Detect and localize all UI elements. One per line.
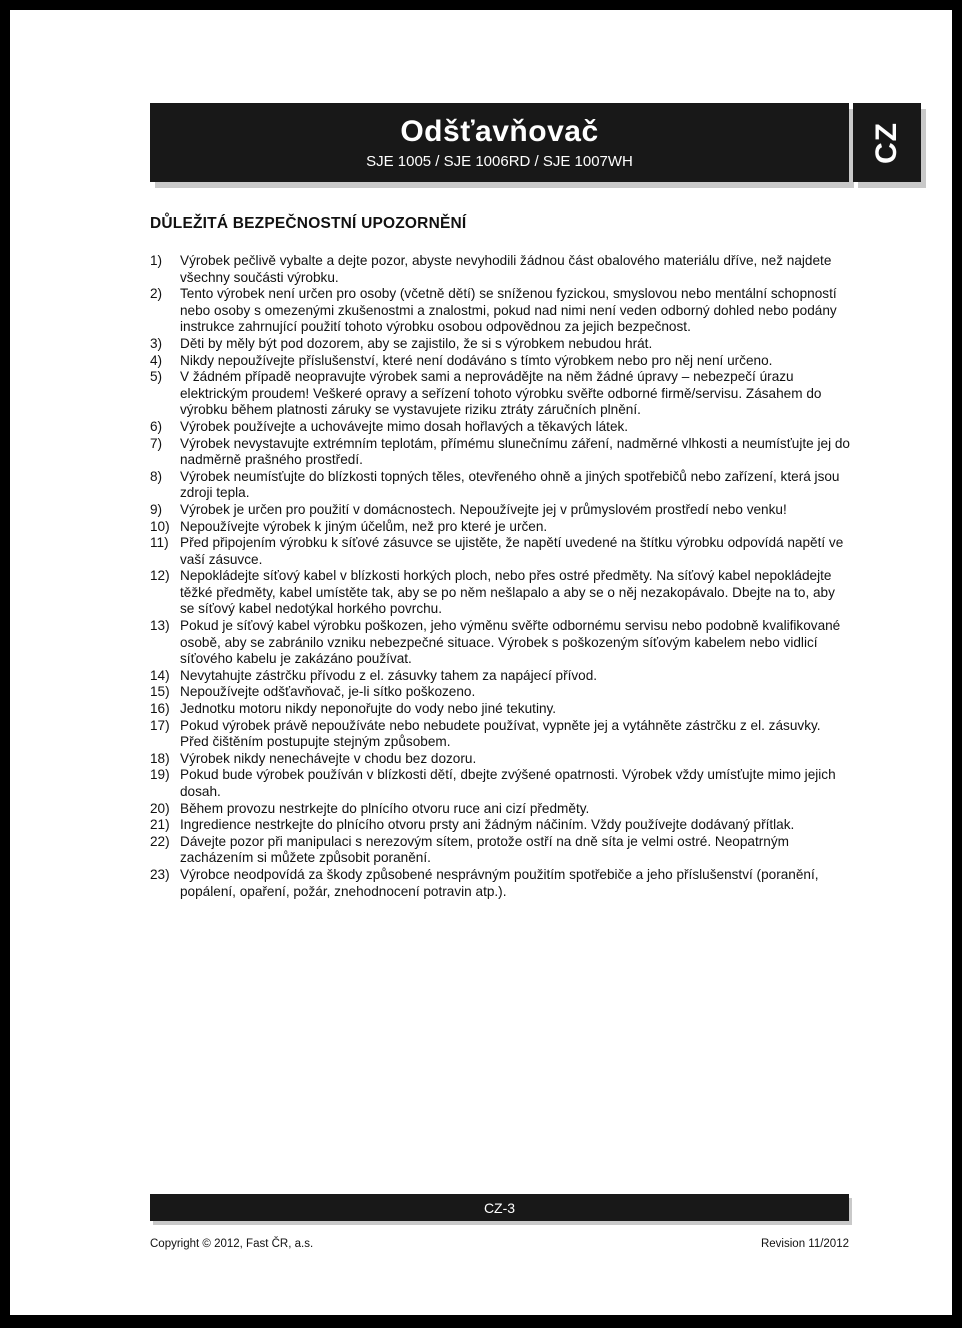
list-item-number: 10) [150,518,170,534]
list-item-text: Výrobek pečlivě vybalte a dejte pozor, abyste nevyhodili žádnou část obalového materiálu dříve, než najdete všechny součásti výrobku. [180,253,832,285]
list-item-text: V žádném případě neopravujte výrobek sami a neprovádějte na něm žádné úpravy – nebezpečí úrazu elektrickým proudem! Veškeré opravy a seřízení tohoto výrobku svěřte odborné firmě/servisu. Zásahem do výrobku během platnosti záruky se vystavujete riziku ztráty záručních plnění. [180,369,822,418]
list-item-text: Během provozu nestrkejte do plnícího otvoru ruce ani cizí předměty. [180,800,590,816]
list-item-number: 13) [150,618,170,634]
list-item-number: 12) [150,568,170,584]
footer-meta [150,1238,849,1250]
list-item-text: Výrobce neodpovídá za škody způsobené nesprávným použitím spotřebiče a jeho příslušenství (poranění, popálení, opaření, požár, znehodnocení potravin atp.). [180,866,819,899]
list-item-number: 16) [150,701,170,717]
list-item [150,353,852,370]
list-item-text: Výrobek nikdy nenechávejte v chodu bez dozoru. [180,750,477,766]
header [150,103,921,182]
list-item-number: 3) [150,335,163,351]
list-item [150,684,852,701]
list-item-text: Výrobek je určen pro použití v domácnostech. Nepoužívejte jej v průmyslovém prostředí nebo venku! [180,501,787,517]
list-item [150,568,852,618]
list-item [150,834,852,867]
list-item [150,502,852,519]
list-item-text: Jednotku motoru nikdy neponořujte do vody nebo jiné tekutiny. [180,701,557,717]
page-number-label: CZ-3 [483,1199,516,1216]
list-item [150,817,852,834]
list-item-number: 7) [150,435,163,451]
list-item-text: Děti by měly být pod dozorem, aby se zajistilo, že si s výrobkem nebudou hrát. [180,335,653,351]
list-item-text: Ingredience nestrkejte do plnícího otvoru prsty ani žádným náčiním. Vždy používejte dodávaný přítlak. [180,817,795,833]
list-item-text: Dávejte pozor při manipulaci s nerezovým sítem, protože ostří na dně síta je velmi ostré. Neopatrným zacházením si můžete způsobit poranění. [180,833,789,866]
list-item-number: 23) [150,866,170,882]
safety-list [150,253,852,900]
revision-text: Revision 11/2012 [760,1238,849,1250]
list-item [150,336,852,353]
list-item-text: Pokud výrobek právě nepoužíváte nebo nebudete používat, vypněte jej a vytáhněte zástrčku z el. zásuvky. Před čištěním postupujte stejným způsobem. [180,717,821,750]
list-item [150,253,852,286]
list-item-text: Výrobek používejte a uchovávejte mimo dosah hořlavých a těkavých látek. [180,418,629,434]
content [150,215,852,900]
list-item-number: 6) [150,418,163,434]
list-item [150,867,852,900]
list-item [150,668,852,685]
list-item-text: Nepoužívejte výrobek k jiným účelům, než pro které je určen. [180,518,548,534]
list-item-text: Výrobek nevystavujte extrémním teplotám, přímému slunečnímu záření, nadměrné vlhkosti a neumísťujte jej do nadměrně prašného prostředí. [180,435,850,468]
list-item [150,767,852,800]
list-item [150,801,852,818]
list-item-number: 15) [150,684,170,700]
list-item [150,469,852,502]
list-item-text: Nevytahujte zástrčku přívodu z el. zásuvky tahem za napájecí přívod. [180,667,598,683]
list-item [150,419,852,436]
list-item-number: 2) [150,286,163,302]
list-item-text: Výrobek neumísťujte do blízkosti topných těles, otevřeného ohně a jiných spotřebičů nebo zařízení, která jsou zdroji tepla. [180,468,840,501]
language-tab [853,103,921,182]
list-item-number: 17) [150,717,170,733]
list-item-number: 14) [150,667,170,683]
list-item-text: Pokud bude výrobek používán v blízkosti dětí, dbejte zvýšené opatrnosti. Výrobek vždy umísťujte mimo jejich dosah. [180,767,836,799]
list-item [150,436,852,469]
list-item-number: 22) [150,833,170,849]
list-item-text: Nepoužívejte odšťavňovač, je-li sítko poškozeno. [180,684,476,700]
list-item [150,701,852,718]
section-heading: DŮLEŽITÁ BEZPEČNOSTNÍ UPOZORNĚNÍ [150,215,467,232]
list-item-number: 4) [150,352,163,368]
list-item-text: Tento výrobek není určen pro osoby (včetně dětí) se sníženou fyzickou, smyslovou nebo mentální schopností nebo osoby s omezenými zkušenostmi a znalostmi, pokud nad nimi není veden odborný dohled nebo podány instrukce zahrnující použití tohoto výrobku osobou odpovědnou za jejich bezpečnost. [180,286,837,335]
manual-page [10,10,952,1315]
list-item-text: Nepokládejte síťový kabel v blízkosti horkých ploch, nebo přes ostré předměty. Na síťový kabel nepokládejte těžké předměty, kabel umístěte tak, aby se po něm nešlapalo a aby se o něj nezakopávalo. Dbejte na to, aby se síťový kabel nedotýkal horkého povrchu. [180,568,835,617]
list-item [150,286,852,336]
copyright-text: Copyright © 2012, Fast ČR, a.s. [150,1238,314,1250]
list-item-text: Pokud je síťový kabel výrobku poškozen, jeho výměnu svěřte odbornému servisu nebo podobně kvalifikované osobě, aby se zabránilo vzniku nebezpečné situace. Výrobek s poškozeným síťovým kabelem nebo vidlicí síťového kabelu je zakázáno používat. [180,618,841,667]
list-item [150,369,852,419]
list-item [150,618,852,668]
list-item-text: Před připojením výrobku k síťové zásuvce se ujistěte, že napětí uvedené na štítku výrobku odpovídá napětí ve vaší zásuvce. [180,535,844,567]
list-item-number: 8) [150,468,163,484]
list-item-text: Nikdy nepoužívejte příslušenství, které není dodáváno s tímto výrobkem nebo pro něj není určeno. [180,352,773,368]
language-tab-label: CZ [870,121,903,164]
page-title: Odšťavňovač [400,115,599,148]
list-item-number: 18) [150,750,170,766]
list-item-number: 21) [150,817,170,833]
list-item-number: 19) [150,767,170,783]
list-item [150,751,852,768]
list-item-number: 11) [150,535,169,551]
header-bar [150,103,849,182]
footer-page-bar [150,1194,849,1221]
list-item [150,718,852,751]
list-item-number: 9) [150,501,163,517]
model-numbers: SJE 1005 / SJE 1006RD / SJE 1007WH [366,153,633,170]
list-item [150,535,852,568]
list-item [150,519,852,536]
list-item-number: 1) [150,253,163,268]
list-item-number: 5) [150,369,163,385]
list-item-number: 20) [150,800,170,816]
